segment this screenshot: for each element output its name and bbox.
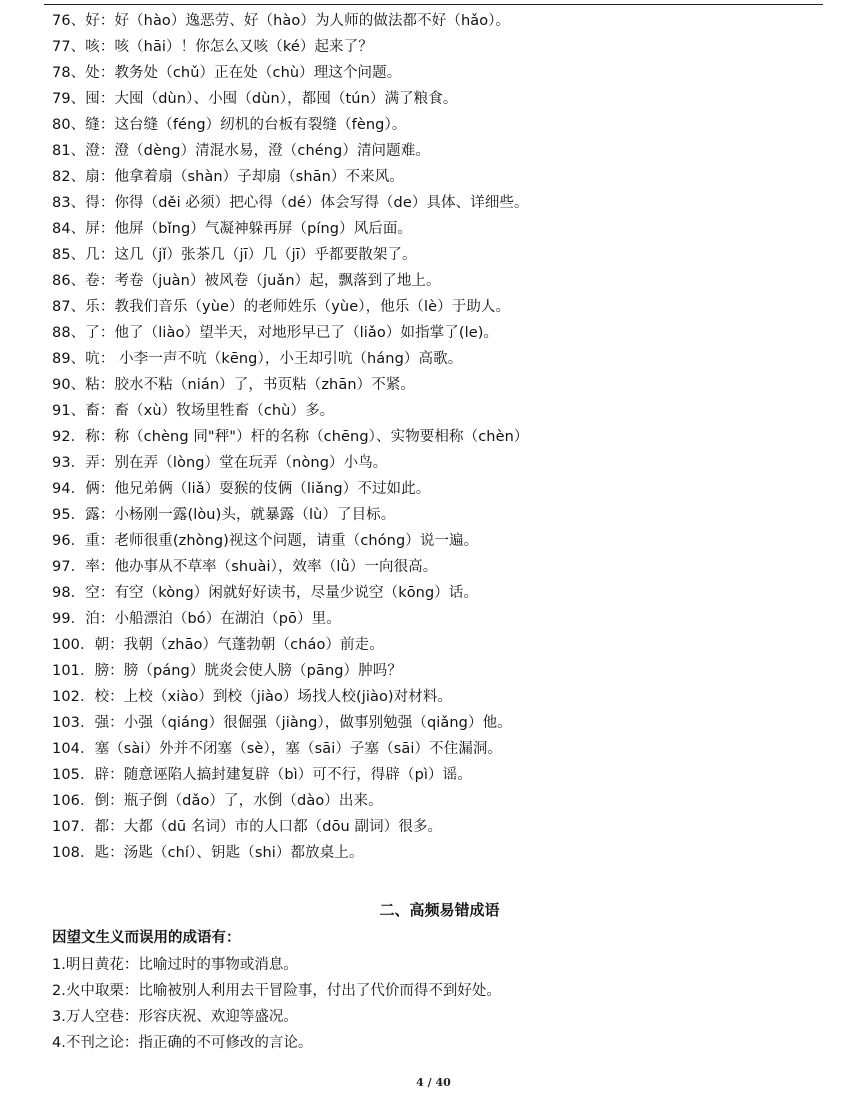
page-number: 4 / 40	[416, 1076, 451, 1089]
idiom-list	[52, 952, 852, 1056]
list-item: 79、囤：大囤（dùn）、小囤（dùn），都囤（tún）满了粮食。	[52, 91, 458, 107]
list-item: 77、咳：咳（hāi）！你怎么又咳（ké）起来了？	[52, 39, 373, 55]
list-item: 78、处：教务处（chǔ）正在处（chù）理这个问题。	[52, 65, 402, 81]
list-item: 93．弄：别在弄（lòng）堂在玩弄（nòng）小鸟。	[52, 455, 388, 471]
list-item: 96．重：老师很重(zhòng)视这个问题，请重（chóng）说一遍。	[52, 533, 479, 549]
list-item: 1.明日黄花：比喻过时的事物或消息。	[52, 957, 298, 973]
list-item: 105．辟：随意诬陷人搞封建复辟（bì）可不行，得辟（pì）谣。	[52, 767, 472, 783]
list-item: 90、粘：胶水不粘（nián）了，书页粘（zhān）不紧。	[52, 377, 416, 393]
list-item: 91、畜：畜（xù）牧场里牲畜（chù）多。	[52, 403, 335, 419]
list-item: 98．空：有空（kòng）闲就好好读书，尽量少说空（kōng）话。	[52, 585, 479, 601]
list-item: 2.火中取栗：比喻被别人利用去干冒险事，付出了代价而得不到好处。	[52, 983, 501, 999]
list-item: 87、乐：教我们音乐（yùe）的老师姓乐（yùe），他乐（lè）于助人。	[52, 299, 511, 315]
header-rule	[44, 4, 823, 5]
list-item: 82、扇：他拿着扇（shàn）子却扇（shān）不来风。	[52, 169, 404, 185]
list-item: 103．强：小强（qiáng）很倔强（jiàng），做事别勉强（qiǎng）他。	[52, 715, 512, 731]
list-item: 81、澄：澄（dèng）清混水易，澄（chéng）清问题难。	[52, 143, 430, 159]
list-item: 107．都：大都（dū 名词）市的人口都（dōu 副词）很多。	[52, 819, 443, 835]
list-item: 97．率：他办事从不草率（shuài），效率（lǜ）一向很高。	[52, 559, 438, 575]
list-item: 3.万人空巷：形容庆祝、欢迎等盛况。	[52, 1009, 298, 1025]
list-item: 102．校：上校（xiào）到校（jiào）场找人校(jiào)对材料。	[52, 689, 453, 705]
polyphone-list	[52, 8, 852, 866]
list-item: 106．倒：瓶子倒（dǎo）了，水倒（dào）出来。	[52, 793, 383, 809]
list-item: 104．塞（sài）外并不闭塞（sè），塞（sāi）子塞（sāi）不住漏洞。	[52, 741, 503, 757]
list-item: 95．露：小杨刚一露(lòu)头，就暴露（lù）了目标。	[52, 507, 396, 523]
list-item: 92．称：称（chèng 同"秤"）杆的名称（chēng）、实物要相称（chèn）	[52, 429, 529, 445]
list-item: 85、几：这几（jǐ）张茶几（jī）几（jī）乎都要散架了。	[52, 247, 417, 263]
list-item: 99．泊：小船漂泊（bó）在湖泊（pō）里。	[52, 611, 341, 627]
section-title: 二、高频易错成语	[379, 901, 500, 919]
list-item: 88、了：他了（liào）望半天，对地形早已了（liǎo）如指掌了(le)。	[52, 325, 499, 341]
list-item: 101．膀：膀（páng）胱炎会使人膀（pāng）肿吗？	[52, 663, 402, 679]
list-item: 4.不刊之论：指正确的不可修改的言论。	[52, 1035, 313, 1051]
list-item: 108．匙：汤匙（chí）、钥匙（shi）都放桌上。	[52, 845, 364, 861]
list-item: 84、屏：他屏（bǐng）气凝神躲再屏（píng）风后面。	[52, 221, 413, 237]
list-item: 89、吭： 小李一声不吭（kēng），小王却引吭（háng）高歌。	[52, 351, 463, 367]
list-item: 83、得：你得（děi 必须）把心得（dé）体会写得（de）具体、详细些。	[52, 195, 529, 211]
list-item: 100．朝：我朝（zhāo）气蓬勃朝（cháo）前走。	[52, 637, 384, 653]
list-item: 80、缝：这台缝（féng）纫机的台板有裂缝（fèng）。	[52, 117, 407, 133]
subheading: 因望文生义而误用的成语有：	[52, 930, 241, 946]
list-item: 94．俩：他兄弟俩（liǎ）耍猴的伎俩（liǎng）不过如此。	[52, 481, 431, 497]
list-item: 76、好：好（hào）逸恶劳、好（hào）为人师的做法都不好（hǎo）。	[52, 13, 511, 29]
list-item: 86、卷：考卷（juàn）被风卷（juǎn）起，飘落到了地上。	[52, 273, 441, 289]
